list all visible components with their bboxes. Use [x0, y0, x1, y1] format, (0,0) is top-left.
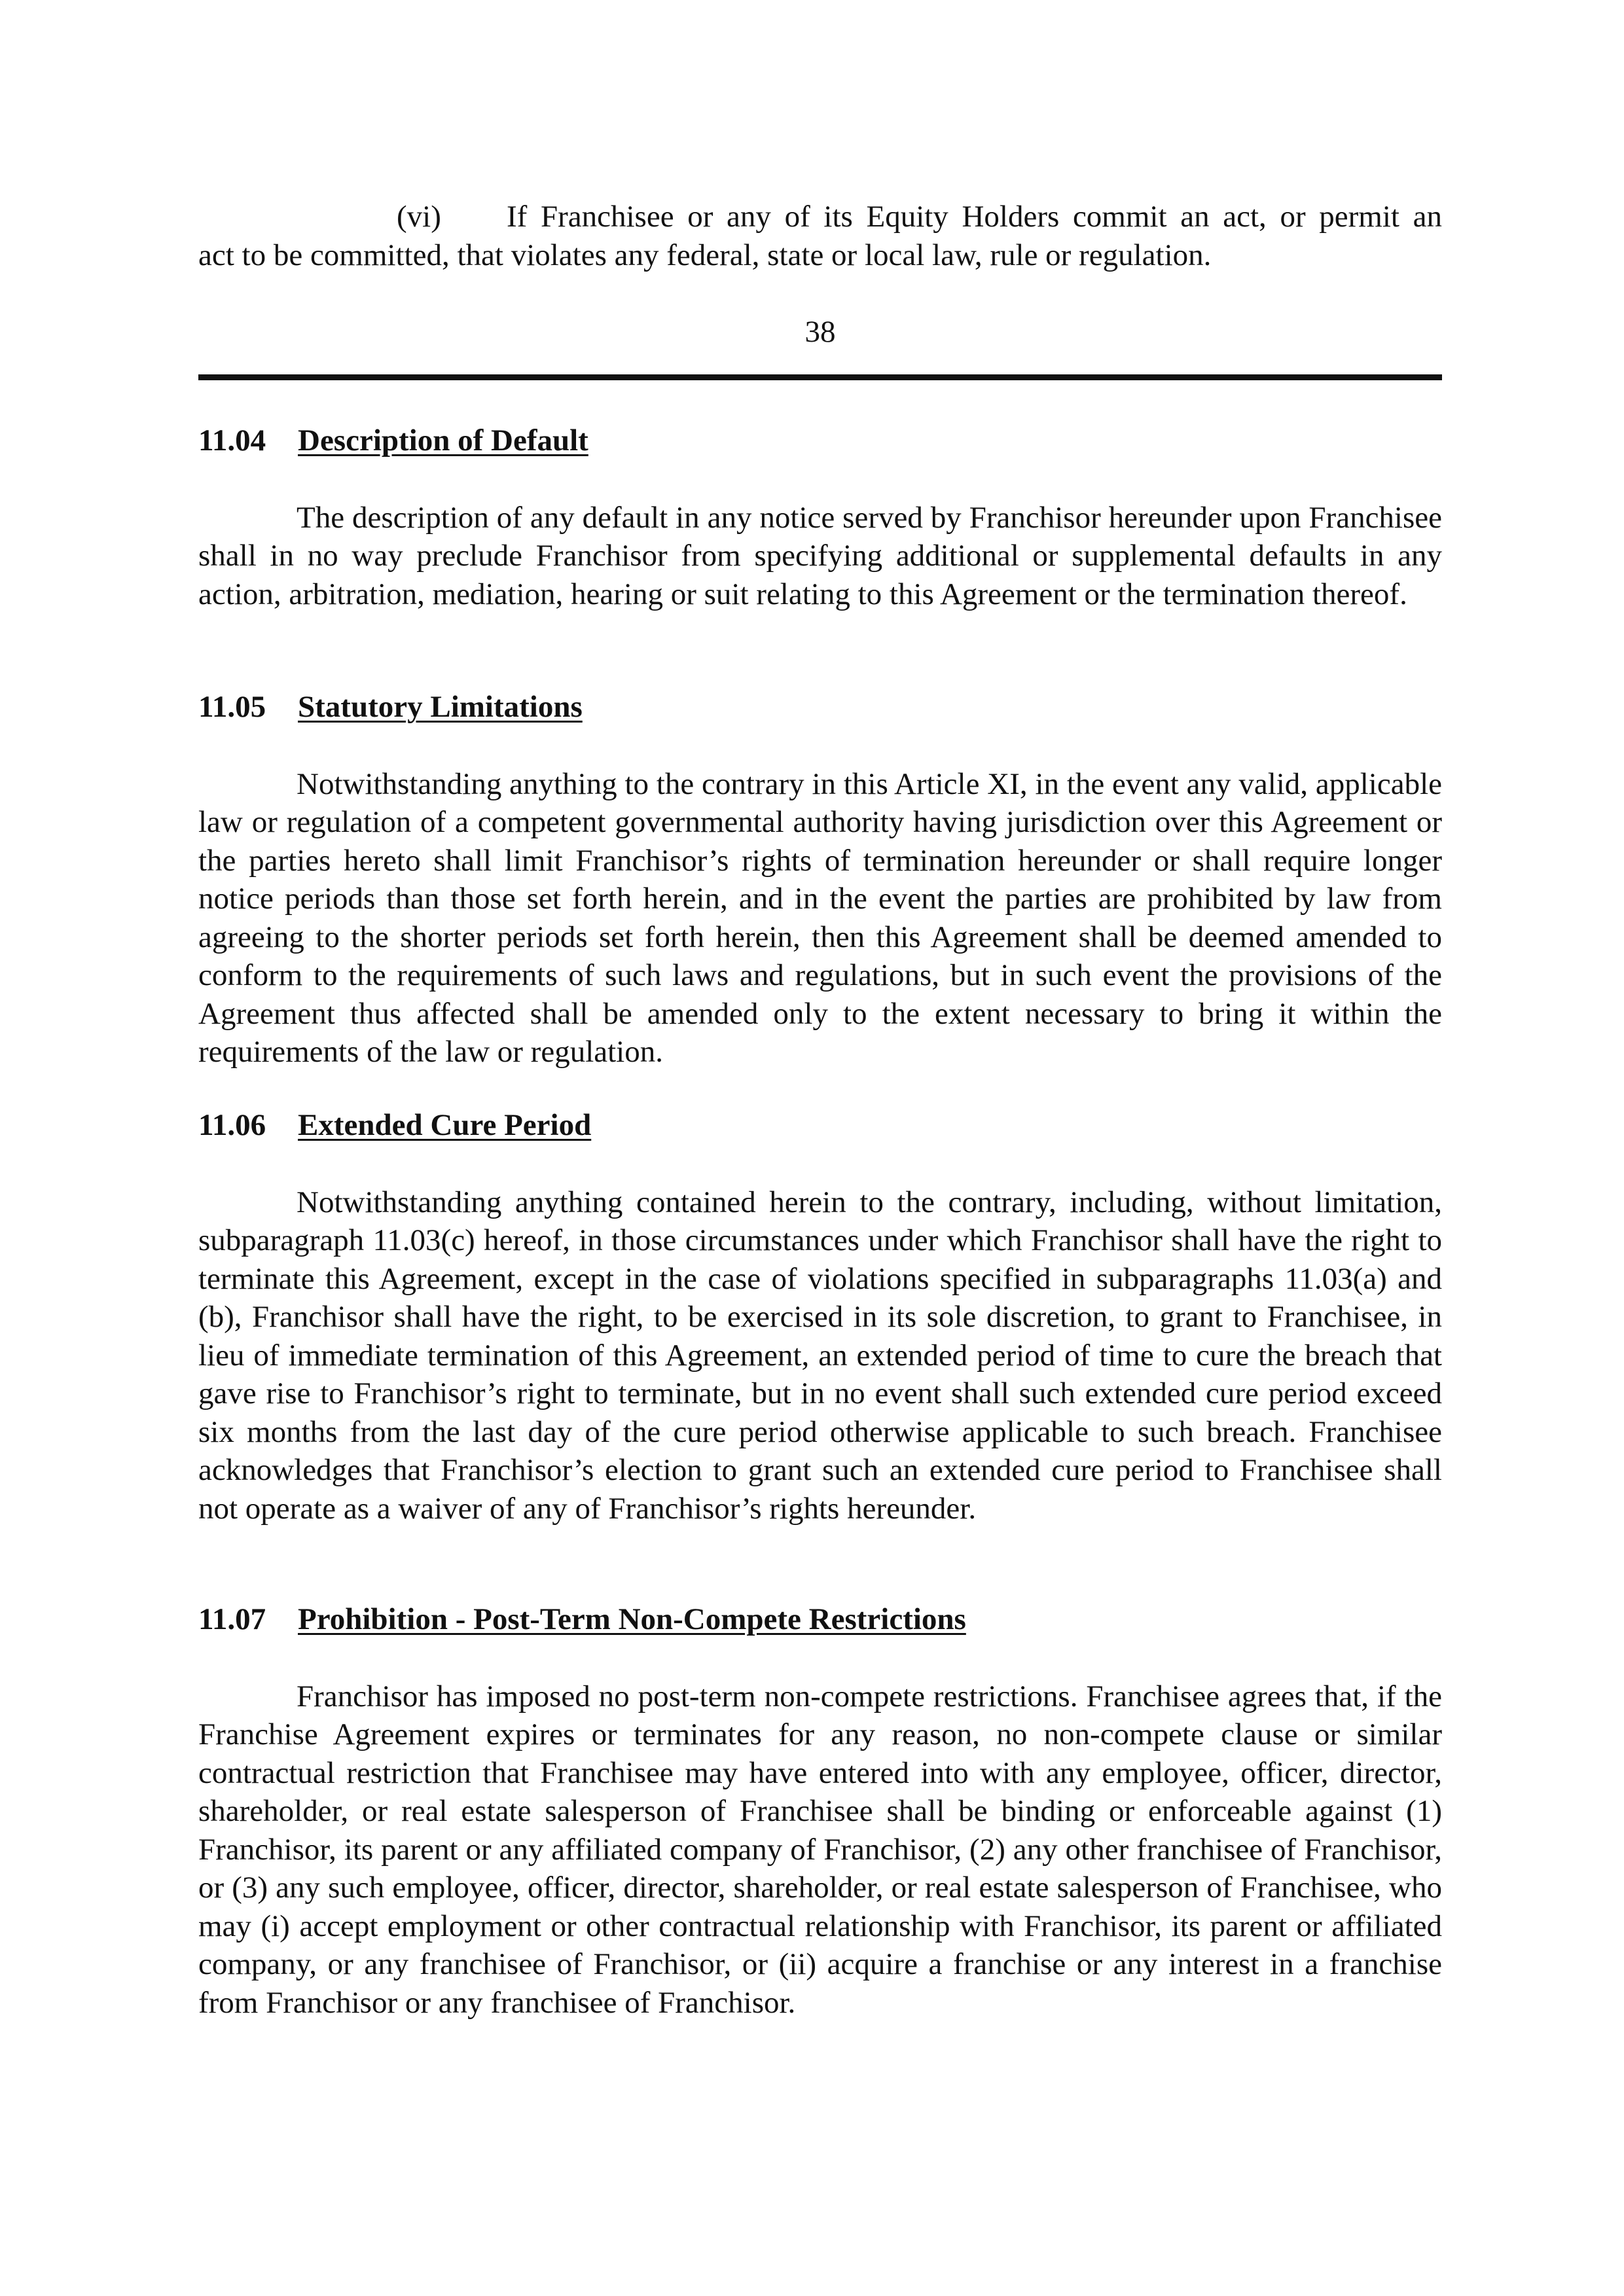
subparagraph-text-line-1: If Franchisee or any of its Equity Holders commit an act, or permit an — [507, 200, 1442, 234]
section-11-05 — [198, 688, 1442, 1071]
section-body: Notwithstanding anything to the contrary in this Article XI, in the event any valid, applicable law or regulation of a competent governmental authority having jurisdiction over this Agreement or the parties hereto shall limit Franchisor’s rights of termination hereunder or shall require longer notice periods than those set forth herein, and in the event the parties are prohibited by law from agreeing to the shorter periods set forth herein, then this Agreement shall be deemed amended to conform to the requirements of such laws and regulations, but in such event the provisions of the Agreement thus affected shall be amended only to the extent necessary to bring it within the requirements of the law or regulation. — [198, 766, 1442, 1069]
section-heading — [198, 422, 1442, 460]
section-heading — [198, 688, 1442, 726]
section-11-07 — [198, 1600, 1442, 2022]
section-title: Statutory Limitations — [298, 690, 583, 724]
page-divider-rule — [198, 374, 1442, 380]
section-number: 11.05 — [198, 690, 266, 724]
subparagraph-vi-first-line — [198, 198, 1442, 236]
section-number: 11.06 — [198, 1108, 266, 1142]
section-title: Description of Default — [298, 423, 588, 457]
section-title: Extended Cure Period — [298, 1108, 592, 1142]
section-title: Prohibition - Post-Term Non-Compete Restrictions — [298, 1602, 966, 1636]
section-heading — [198, 1106, 1442, 1145]
section-number: 11.07 — [198, 1602, 266, 1636]
subparagraph-number: (vi) — [397, 200, 441, 234]
subparagraph-text-line-2: act to be committed, that violates any federal, state or local law, rule or regulation. — [198, 238, 1212, 272]
section-heading — [198, 1600, 1442, 1639]
section-number: 11.04 — [198, 423, 266, 457]
section-11-04 — [198, 422, 1442, 613]
section-body: The description of any default in any notice served by Franchisor hereunder upon Franchisee shall in no way preclude Franchisor from specifying additional or supplemental defaults in any action, arbitration, mediation, hearing or suit relating to this Agreement or the termination thereof. — [198, 500, 1442, 611]
section-body: Franchisor has imposed no post-term non-compete restrictions. Franchisee agrees that, if the Franchise Agreement expires or terminates for any reason, no non-compete clause or similar contractual restriction that Franchisee may have entered into with any employee, officer, director, shareholder, or real estate salesperson of Franchisee shall be binding or enforceable against (1) Franchisor, its parent or any affiliated company of Franchisor, (2) any other franchisee of Franchisor, or (3) any such employee, officer, director, shareholder, or real estate salesperson of Franchisee, who may (i) accept employment or other contractual relationship with Franchisor, its parent or affiliated company, or any franchisee of Franchisor, or (ii) acquire a franchise or any interest in a franchise from Franchisor or any franchisee of Franchisor. — [198, 1679, 1442, 2020]
section-body: Notwithstanding anything contained herein to the contrary, including, without limitation, subparagraph 11.03(c) hereof, in those circumstances under which Franchisor shall have the right to terminate this Agreement, except in the case of violations specified in subparagraphs 11.03(a) and (b), Franchisor shall have the right, to be exercised in its sole discretion, to grant to Franchisee, in lieu of immediate termination of this Agreement, an extended period of time to cure the breach that gave rise to Franchisor’s right to terminate, but in no event shall such extended cure period exceed six months from the last day of the cure period otherwise applicable to such breach. Franchisee acknowledges that Franchisor’s election to grant such an extended cure period to Franchisee shall not operate as a waiver of any of Franchisor’s rights hereunder. — [198, 1185, 1442, 1526]
page-number: 38 — [804, 315, 836, 349]
section-11-06 — [198, 1106, 1442, 1528]
subparagraph-vi — [198, 198, 1442, 274]
